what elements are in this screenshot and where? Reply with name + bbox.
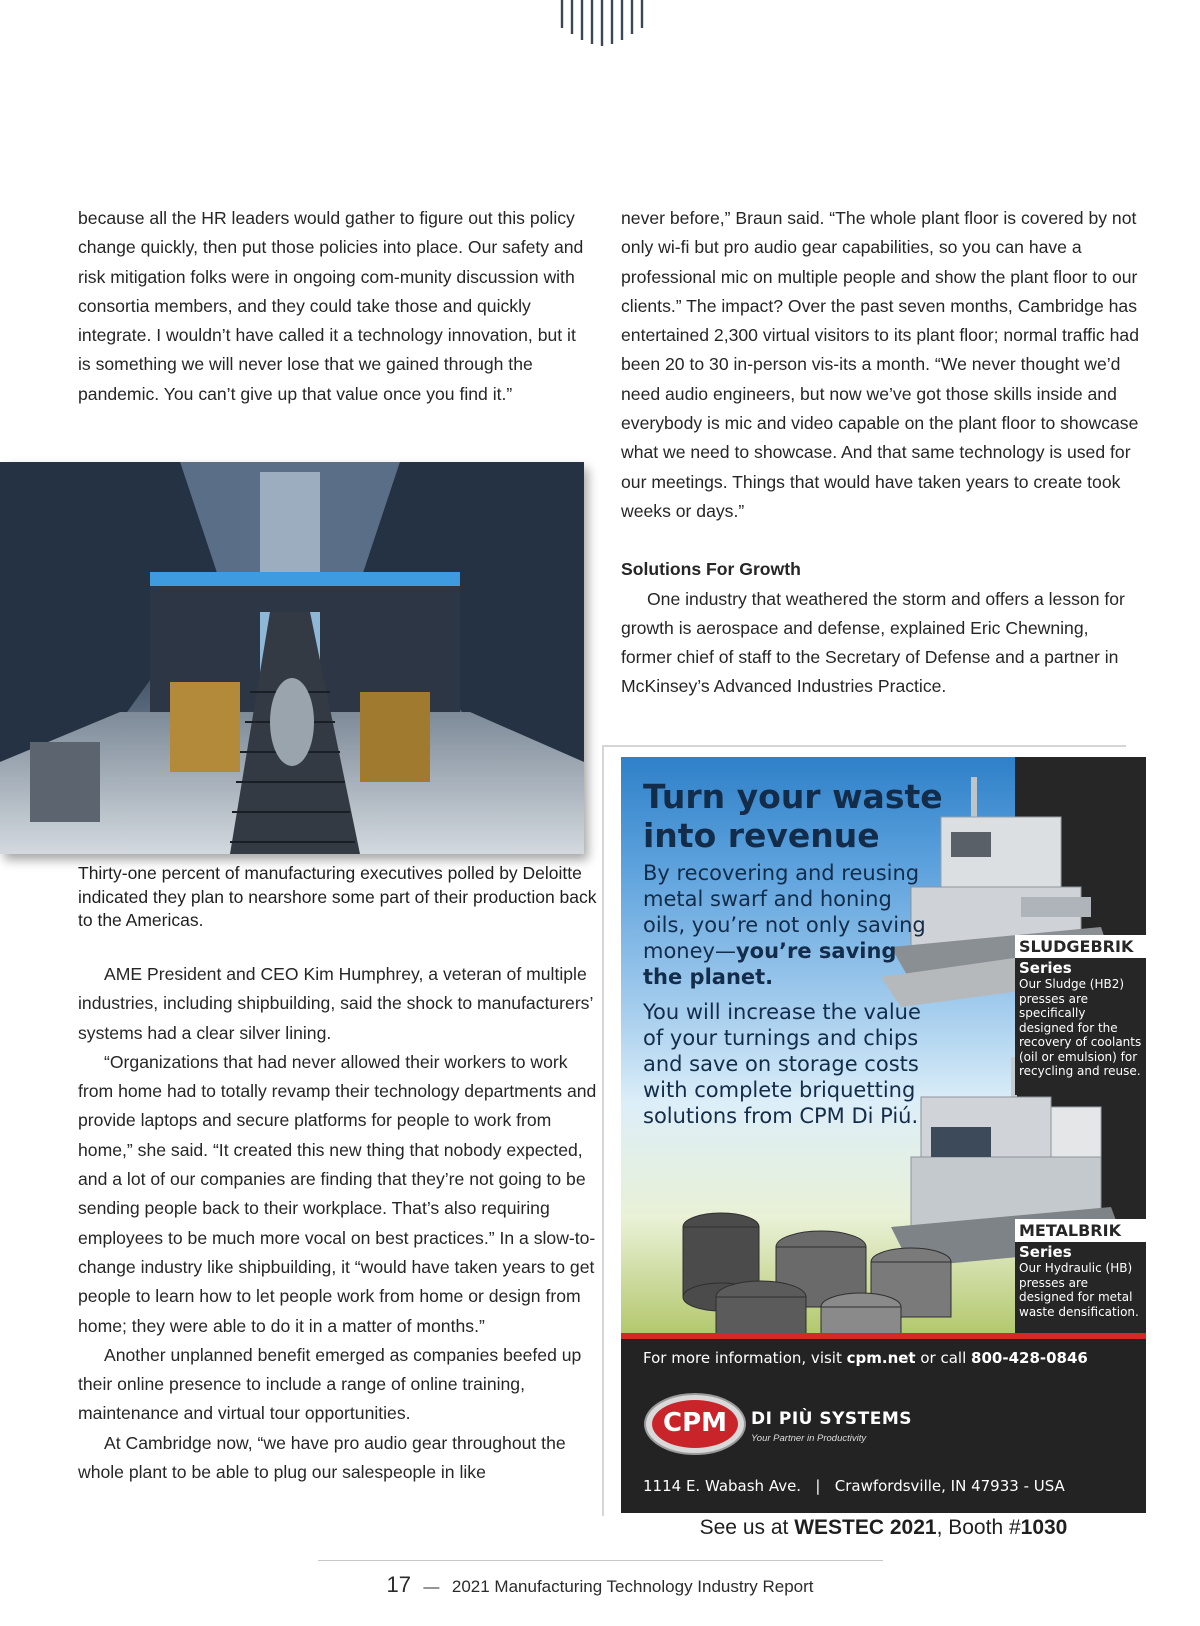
ad-body-copy-second: You will increase the value of your turnings and chips and save on storage costs with complete briquetting solutions from CPM Di Piú.	[643, 1000, 921, 1128]
ad-body-emphasis: you’re saving the planet.	[643, 939, 897, 989]
ad-body-lead: By recovering and reusing metal swarf and honing oils, you’re not only saving money—	[643, 861, 926, 963]
cpm-advertisement[interactable]	[621, 757, 1146, 1513]
ad-phone-number[interactable]: 800-428-0846	[971, 1349, 1088, 1367]
series-name: METALBRIK	[1015, 1219, 1146, 1242]
ad-tagline: Your Partner in Productivity	[751, 1433, 867, 1444]
publication-title: 2021 Manufacturing Technology Industry Report	[451, 1577, 814, 1596]
ad-body-copy	[643, 860, 933, 990]
footer-rule	[318, 1560, 883, 1561]
metalbrik-series-box	[1015, 1219, 1146, 1333]
left-column-bottom	[78, 960, 598, 1487]
body-paragraph: AME President and CEO Kim Humphrey, a veteran of multiple industries, including shipbuilding, said the shock to manufacturers’ systems had a clear silver lining.	[78, 964, 593, 1043]
ad-contact-line	[643, 1349, 1133, 1367]
ad-info-text: or call	[915, 1349, 972, 1367]
footer-dash: —	[423, 1579, 440, 1596]
sludgebrik-series-box	[1015, 935, 1146, 1095]
left-column-top	[78, 204, 586, 409]
westec-booth-note	[621, 1516, 1146, 1540]
body-paragraph: Another unplanned benefit emerged as companies beefed up their online presence to include a range of online training, maintenance and virtual tour opportunities.	[78, 1344, 582, 1424]
section-subhead: Solutions For Growth	[621, 559, 801, 580]
westec-event: WESTEC 2021	[794, 1516, 937, 1539]
body-paragraph: One industry that weathered the storm and offers a lesson for growth is aerospace and defense, explained Eric Chewning, former chief of staff to the Secretary of Defense and a partner in McKinsey’s Advanced Industries Practice.	[621, 588, 1125, 697]
series-sub: Series	[1019, 1243, 1072, 1261]
factory-photo	[0, 462, 584, 854]
cpm-logo	[643, 1389, 763, 1459]
ad-red-divider	[621, 1333, 1146, 1339]
body-paragraph: because all the HR leaders would gather to figure out this policy change quickly, then put those policies into place. Our safety and risk mitigation folks were in ongoing com-munity discussion with consortia members, and they could take those and quickly integrate. I wouldn’t have called it a technology innovation, but it is something we will never lose that we gained through the pandemic. You can’t give up that value once you find it.”	[78, 208, 584, 404]
ad-brand-name: DI PIÙ SYSTEMS	[751, 1409, 913, 1429]
briquettes-illustration	[651, 1187, 981, 1337]
ad-frame-rule	[602, 746, 604, 1516]
westec-text: , Booth #	[936, 1516, 1021, 1539]
ad-address: 1114 E. Wabash Ave. | Crawfordsville, IN 47933 - USA	[643, 1477, 1065, 1495]
header-ornament	[560, 0, 644, 48]
westec-text: See us at	[699, 1516, 795, 1539]
page-footer	[0, 1572, 1200, 1598]
series-description: Our Hydraulic (HB) presses are designed for metal waste densification.	[1019, 1261, 1139, 1319]
body-paragraph: never before,” Braun said. “The whole plant floor is covered by not only wi-fi but pro audio gear capabilities, so you can have a professional mic on multiple people and show the plant floor to our clients.” The impact? Over the past seven months, Cambridge has entertained 2,300 virtual visitors to its plant floor; normal traffic had been 20 to 30 in-person vis-its a month. “We never thought we’d need audio engineers, but now we’ve got those skills inside and everybody is mic and video capable on the plant floor to showcase what we need to showcase. And that same technology is used for our meetings. Things that would have taken years to create took weeks or days.”	[621, 208, 1139, 521]
photo-caption: Thirty-one percent of manufacturing executives polled by Deloitte indicated they plan to nearshore some part of their production back to the Americas.	[78, 863, 597, 930]
series-description: Our Sludge (HB2) presses are specifically designed for the recovery of coolants (oil or emulsion) for recycling and reuse.	[1019, 977, 1142, 1078]
series-name: SLUDGEBRIK	[1015, 935, 1146, 958]
ad-headline-line: Turn your waste	[643, 777, 943, 816]
ad-info-text: For more information, visit	[643, 1349, 847, 1367]
ad-headline-line: into revenue	[643, 816, 880, 855]
ad-headline	[643, 777, 973, 855]
westec-booth-number: 1030	[1020, 1516, 1068, 1539]
body-paragraph: At Cambridge now, “we have pro audio gear throughout the whole plant to be able to plug our salespeople in like	[78, 1432, 566, 1483]
cpm-logo-text: CPM	[662, 1408, 727, 1438]
factory-illustration	[0, 462, 584, 854]
ad-frame-rule	[602, 745, 1126, 747]
ad-website-link[interactable]: cpm.net	[846, 1349, 916, 1367]
series-sub: Series	[1019, 959, 1072, 977]
right-column-top	[621, 204, 1141, 702]
body-paragraph: “Organizations that had never allowed their workers to work from home had to totally revamp their technology departments and provide laptops and secure platforms for people to work from home,” she said. “It created this new thing that nobody expected, and a lot of our companies are finding that they’re not going to be sending people back to their workplace. That’s also requiring employees to be much more vocal on best practices.” In a slow-to-change industry like shipbuilding, it “would have taken years to get people to learn how to let people work from home or design from home; they were able to do it in a matter of months.”	[78, 1051, 597, 1336]
page-number: 17	[386, 1572, 411, 1597]
